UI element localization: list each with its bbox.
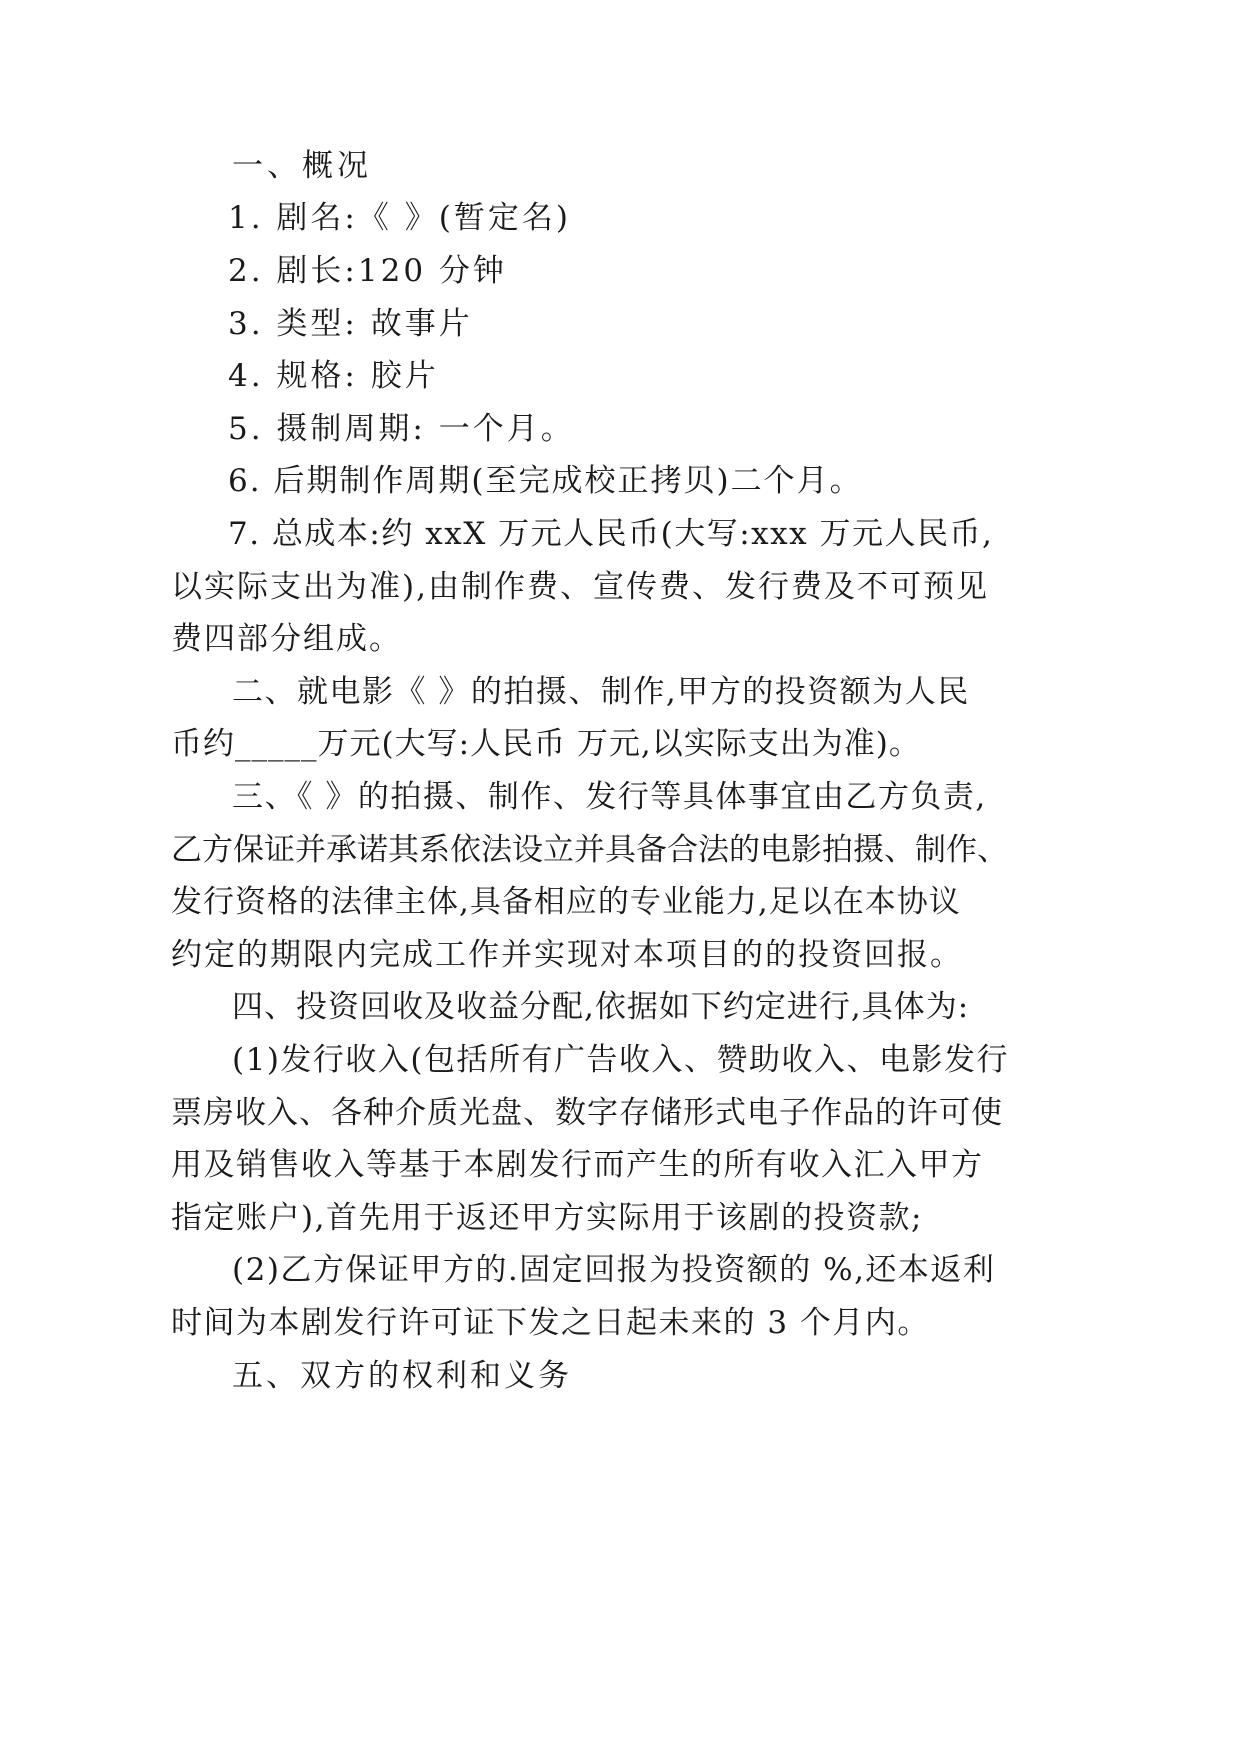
paragraph-line: 指定账户),首先用于返还甲方实际用于该剧的投资款; (171, 1200, 923, 1236)
section-heading-rights: 五、双方的权利和义务 (232, 1358, 572, 1394)
overview-item-length: 2. 剧长:120 分钟 (228, 253, 507, 289)
paragraph-line: 用及销售收入等基于本剧发行而产生的所有收入汇入甲方 (171, 1147, 984, 1183)
paragraph-line: 时间为本剧发行许可证下发之日起未来的 3 个月内。 (171, 1305, 930, 1341)
paragraph-line: 发行资格的法律主体,具备相应的专业能力,足以在本协议 (171, 884, 961, 920)
paragraph-line: 约定的期限内完成工作并实现对本项目的的投资回报。 (171, 937, 963, 973)
overview-item-type: 3. 类型: 故事片 (228, 306, 473, 342)
overview-item-total-cost: 7. 总成本:约 xxX 万元人民币(大写:xxx 万元人民币, (228, 516, 994, 552)
paragraph-line: 乙方保证并承诺其系依法设立并具备合法的电影拍摄、制作、 (171, 832, 1008, 868)
paragraph-line: 以实际支出为准),由制作费、宣传费、发行费及不可预见 (171, 569, 989, 605)
paragraph-line: 费四部分组成。 (171, 621, 402, 657)
paragraph-line: 票房收入、各种介质光盘、数字存储形式电子作品的许可使 (171, 1095, 1003, 1131)
section-heading-overview: 一、概况 (232, 148, 372, 184)
overview-item-shooting-period: 5. 摄制周期: 一个月。 (228, 411, 575, 447)
returns-item-1: (1)发行收入(包括所有广告收入、赞助收入、电影发行 (232, 1042, 1010, 1078)
returns-item-2: (2)乙方保证甲方的.固定回报为投资额的 %,还本返利 (232, 1252, 996, 1288)
overview-item-format: 4. 规格: 胶片 (228, 358, 439, 394)
overview-item-title: 1. 剧名:《 》(暂定名) (228, 200, 571, 236)
paragraph-line: 币约_____万元(大写:人民币 万元,以实际支出为准)。 (171, 726, 921, 762)
overview-item-post-production: 6. 后期制作周期(至完成校正拷贝)二个月。 (228, 463, 863, 499)
section-heading-responsibility: 三、《 》的拍摄、制作、发行等具体事宜由乙方负责, (232, 779, 987, 815)
section-heading-returns: 四、投资回收及收益分配,依据如下约定进行,具体为: (232, 989, 970, 1025)
section-heading-investment: 二、就电影《 》的拍摄、制作,甲方的投资额为人民 (232, 674, 970, 710)
